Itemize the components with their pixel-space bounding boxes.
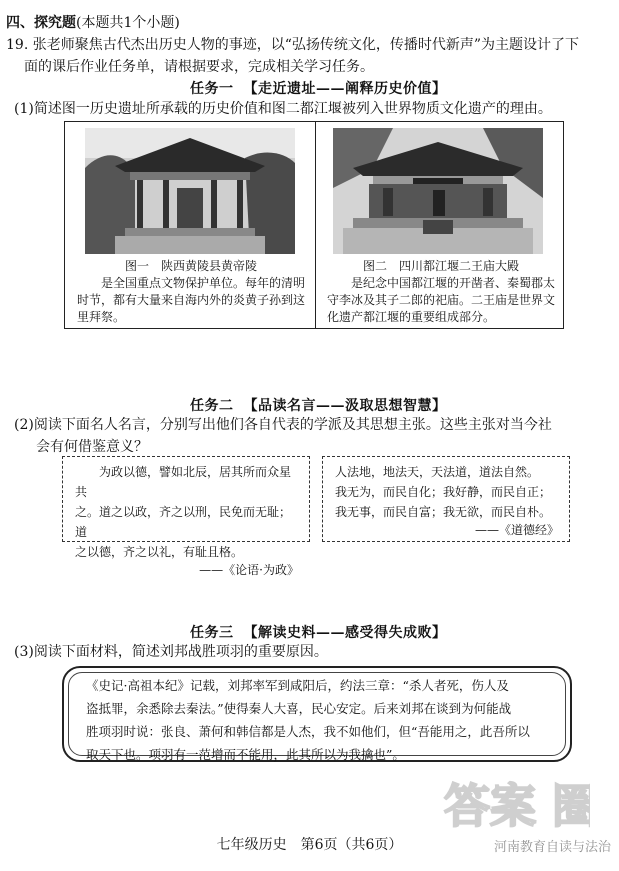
figure-divider (315, 122, 316, 328)
task3-title: 【解读史料——感受得失成败】 (243, 625, 447, 641)
wechat-watermark: 河南教育自读与法治 (493, 840, 611, 855)
task3-prompt: (3)阅读下面材料，简述刘邦战胜项羽的重要原因。 (14, 644, 328, 660)
quote2-line-1: 人法地，地法天，天法道，道法自然。 (335, 465, 540, 479)
task2-prompt-line-1: (2)阅读下面名人名言，分别写出他们各自代表的学派及其思想主张。这些主张对当今社 (14, 417, 552, 433)
task1-prompt: (1)简述图一历史遗址所承载的历史价值和图二都江堰被列入世界物质文化遗产的理由。 (14, 101, 552, 117)
task1-heading (190, 78, 447, 98)
figure1-image (85, 128, 295, 254)
quote-box-daodejing (322, 456, 570, 542)
quote1-line-1: 为政以德，譬如北辰，居其所而众星共 (75, 465, 292, 499)
figure2-caption (327, 258, 555, 326)
quote2-line-2: 我无为，而民自化；我好静，而民自正； (335, 485, 552, 499)
quote-box-lunyu (62, 456, 310, 577)
figure2-title: 图二 四川都江堰二王庙大殿 (362, 259, 519, 273)
quote1-line-3: 之以德，齐之以礼，有耻且格。 (75, 545, 244, 559)
section-label: 四、探究题 (6, 15, 76, 31)
task1-name: 任务一 (190, 81, 234, 97)
task3-name: 任务三 (190, 625, 234, 641)
material-line-4: 取天下也。项羽有一范增而不能用，此其所以为我擒也”。 (86, 747, 405, 762)
material-box (62, 666, 572, 762)
task2-name: 任务二 (190, 398, 234, 414)
figure2-body: 是纪念中国都江堰的开凿者、秦蜀郡太守李冰及其子二郎的祀庙。二王庙是世界文化遗产都江堰的重要组成部分。 (327, 276, 556, 324)
quote2-source: ——《道德经》 (474, 523, 559, 537)
material-line-2: 盗抵罪，余悉除去秦法。”使得秦人大喜，民心安定。后来刘邦在谈到为何能战 (86, 701, 512, 716)
quote1-source: ——《论语·为政》 (199, 563, 299, 577)
watermark-logo (440, 770, 590, 840)
quote1-line-2: 之。道之以政，齐之以刑，民免而无耻；道 (75, 505, 292, 539)
figure2-image (333, 128, 543, 254)
figure1-body: 是全国重点文物保护单位。每年的清明时节，都有大量来自海内外的炎黄子孙到这里拜祭。 (77, 276, 306, 324)
material-line-3: 胜项羽时说：张良、萧何和韩信都是人杰，我不如他们，但“吾能用之，此吾所以 (86, 724, 530, 739)
page-footer: 七年级历史 第6页（共6页） (216, 837, 403, 853)
task2-heading (190, 395, 447, 415)
watermark-text: 答案 圈 (444, 779, 590, 833)
figure1-caption (77, 258, 305, 326)
task1-title: 【走近遗址——阐释历史价值】 (243, 81, 447, 97)
question-line-1: 19. 张老师聚焦古代杰出历史人物的事迹，以“弘扬传统文化，传播时代新声”为主题设计了下 (6, 37, 580, 53)
quote2-line-3: 我无事，而民自富；我无欲，而民自朴。 (335, 505, 552, 519)
task2-title: 【品读名言——汲取思想智慧】 (243, 398, 447, 414)
section-note: (本题共1个小题) (76, 15, 180, 31)
task3-heading (190, 622, 447, 642)
figure-panel (64, 121, 564, 329)
material-line-1: 《史记·高祖本纪》记载，刘邦率军到咸阳后，约法三章：“杀人者死，伤人及 (86, 678, 509, 693)
task2-prompt-line-2: 会有何借鉴意义？ (36, 439, 148, 455)
section-header (6, 12, 180, 32)
figure1-title: 图一 陕西黄陵县黄帝陵 (124, 259, 257, 273)
question-line-2: 面的课后作业任务单，请根据要求，完成相关学习任务。 (24, 59, 374, 75)
